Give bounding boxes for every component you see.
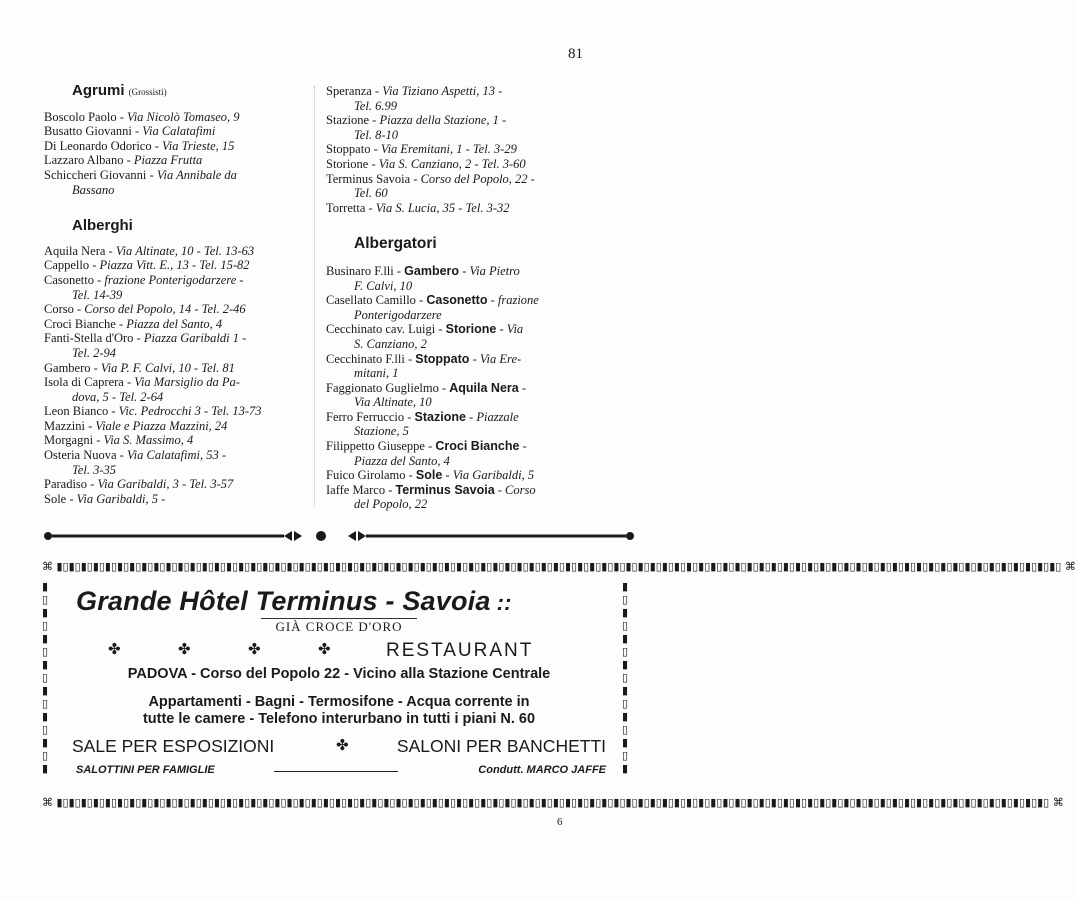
entry-address: Piazza del Santo, 4 (126, 316, 223, 331)
list-item (44, 168, 294, 183)
list-item (326, 322, 594, 337)
entry-continuation: Piazza del Santo, 4 (354, 453, 450, 468)
fleuron-icon: ✤ (318, 640, 331, 658)
list-item (44, 477, 294, 492)
ad-border-bottom: ⌘ ▮▯▮▯▮▯▮▯▮▯▮▯▮▯▮▯▮▯▮▯▮▯▮▯▮▯▮▯▮▯▮▯▮▯▮▯▮▯▮▯▮▯▮▯▮▯▮▯▮▯▮▯▮▯▮▯▮▯▮▯▮▯▮▯▮▯▮▯▮▯▮▯▮▯▮▯▮▯▮▯▮▯▮▯▮▯▮▯▮▯▮▯▮▯▮▯▮▯▮▯▮▯▮▯▮▯▮▯▮▯▮▯▮▯▮▯▮▯▮▯▮▯▮▯▮▯▮▯▮▯▮▯▮▯▮▯▮▯▮▯▮▯▮▯▮▯▮▯▮▯▮▯▮▯▮▯▮▯▮▯▮▯▮▯ ⌘ (42, 796, 1064, 809)
entry-address: Via Calatafimi (142, 124, 216, 139)
entry-address: Via Garibaldi, 3 - Tel. 3-57 (97, 477, 234, 492)
entry-name: Stazione - (326, 113, 380, 128)
entry-hotel: Aquila Nera (449, 380, 519, 395)
entry-name: Casonetto - (44, 272, 105, 287)
entry-address: Via Tiziano Aspetti, 13 - (382, 84, 503, 98)
entry-continuation: Tel. 6.99 (354, 98, 397, 113)
footer-number: 6 (557, 816, 563, 828)
entry-name: Speranza - (326, 84, 383, 98)
list-item (44, 404, 294, 419)
entry-name: Fanti-Stella d'Oro - (44, 331, 144, 346)
list-item (326, 468, 594, 483)
ad-sale-left: SALE PER ESPOSIZIONI (72, 736, 275, 756)
list-item (44, 139, 294, 154)
entry-name: Aquila Nera - (44, 243, 116, 258)
list-item (44, 492, 294, 507)
list-item (44, 331, 294, 346)
ad-title: Grande Hôtel Terminus - Savoia :: (76, 586, 512, 616)
entry-address: - Via Garibaldi, 5 (442, 468, 535, 483)
entry-hotel: Casonetto (426, 293, 488, 308)
entry-name: Leon Bianco - (44, 404, 119, 419)
entry-continuation: Tel. 60 (354, 186, 388, 201)
fleuron-icon: ✤ (248, 640, 261, 658)
entry-address: Corso del Popolo, 14 - Tel. 2-46 (84, 302, 246, 317)
entry-name: Paradiso - (44, 477, 98, 492)
entry-name: Iaffe Marco - (326, 482, 396, 497)
entry-name: Di Leonardo Odorico - (44, 138, 163, 153)
entry-address: frazione Ponterigodarzere - (104, 272, 244, 287)
entry-hotel: Storione (445, 322, 497, 337)
entry-continuation: Tel. 14-39 (72, 287, 123, 302)
entry-continuation: S. Canziano, 2 (354, 336, 427, 351)
entry-name: Businaro F.lli - (326, 263, 405, 278)
entry-address: Viale e Piazza Mazzini, 24 (95, 418, 228, 433)
list-item (44, 448, 294, 463)
entry-name: Faggionato Guglielmo - (326, 380, 450, 395)
list-item (44, 361, 294, 376)
entry-address: Corso del Popolo, 22 - (420, 171, 535, 186)
list-item (44, 375, 294, 390)
list-item (44, 153, 294, 168)
entry-address: Via Nicolò Tomaseo, 9 (126, 109, 240, 124)
entry-name: Croci Bianche - (44, 316, 127, 331)
section-heading-alberghi: Alberghi (72, 217, 133, 235)
list-item (44, 419, 294, 434)
entry-address: - Via Pietro (459, 263, 520, 278)
entry-address: Piazza Frutta (133, 153, 203, 168)
entry-continuation: Bassano (72, 182, 115, 197)
list-item (326, 410, 594, 425)
ad-foot-left: SALOTTINI PER FAMIGLIE (76, 764, 215, 776)
list-item (44, 433, 294, 448)
ad-border-right: ▮ ▯ ▮ ▯ ▮ ▯ ▮ ▯ ▮ ▯ ▮ ▯ ▮ ▯ ▮ (622, 580, 629, 775)
right-column (326, 84, 594, 512)
entry-address: Piazza Vitt. E., 13 - Tel. 15-82 (99, 258, 250, 273)
entry-name: Osteria Nuova - (44, 448, 127, 463)
ad-amenities-line-2: tutte le camere - Telefono interurbano in tutti i piani N. 60 (142, 711, 536, 727)
entry-address: - Via (496, 322, 524, 337)
entry-name: Schiccheri Giovanni - (44, 167, 157, 182)
entry-hotel: Stazione (414, 409, 466, 424)
entry-name: Corso - (44, 302, 85, 317)
list-item (326, 352, 594, 367)
entry-name: Isola di Caprera - (44, 375, 135, 390)
entry-name: Torretta - (326, 200, 376, 215)
fleuron-icon: ✤ (178, 640, 191, 658)
ornamental-rule (42, 528, 636, 544)
entry-continuation: Stazione, 5 (354, 424, 409, 439)
entry-name: Mazzini - (44, 418, 96, 433)
albergatori-list (326, 264, 594, 512)
entry-address: - (519, 439, 527, 454)
entry-name: Storione - (326, 156, 379, 171)
ad-restaurant-row (98, 640, 578, 662)
entry-continuation: mitani, 1 (354, 366, 399, 381)
entry-address: Via Trieste, 15 (162, 138, 235, 153)
entry-continuation: Tel. 2-94 (72, 345, 116, 360)
ad-address-line: PADOVA - Corso del Popolo 22 - Vicino alla Stazione Centrale (127, 666, 551, 682)
entry-hotel: Stoppato (415, 351, 470, 366)
entry-address: - Via Ere- (469, 351, 522, 366)
entry-continuation: Ponterigodarzere (354, 307, 442, 322)
list-item (326, 142, 594, 157)
entry-address: - (518, 380, 527, 395)
entry-name: Terminus Savoia - (326, 171, 421, 186)
list-item (44, 273, 294, 288)
fleuron-icon: ✤ (336, 736, 349, 754)
section-heading-albergatori: Albergatori (354, 235, 437, 253)
entry-name: Ferro Ferruccio - (326, 409, 415, 424)
entry-continuation: del Popolo, 22 (354, 497, 428, 512)
ad-foot-rule (274, 771, 398, 772)
entry-address: Via S. Lucia, 35 - Tel. 3-32 (375, 200, 510, 215)
entry-continuation: Via Altinate, 10 (354, 395, 432, 410)
list-item (326, 264, 594, 279)
hotel-advertisement (42, 556, 1076, 818)
entry-name: Cecchinato F.lli - (326, 351, 416, 366)
entry-name: Lazzaro Albano - (44, 153, 134, 168)
entry-address: Via Garibaldi, 5 - (76, 491, 166, 506)
left-column (44, 84, 294, 506)
entry-name: Filippetto Giuseppe - (326, 439, 436, 454)
list-item (326, 84, 594, 99)
ad-footer-line (76, 764, 606, 780)
entry-address: Via Marsiglio da Pa- (134, 375, 240, 390)
entry-name: Casellato Camillo - (326, 293, 427, 308)
entry-address: - frazione (487, 293, 539, 308)
entry-name: Cecchinato cav. Luigi - (326, 322, 446, 337)
entry-continuation: Tel. 8-10 (354, 127, 398, 142)
entry-hotel: Terminus Savoia (395, 482, 495, 497)
list-item (326, 293, 594, 308)
entry-address: - Piazzale (465, 409, 519, 424)
entry-name: Busatto Giovanni - (44, 124, 143, 139)
entry-address: Vic. Pedrocchi 3 - Tel. 13-73 (118, 404, 262, 419)
entry-address: Via S. Canziano, 2 - Tel. 3-60 (378, 156, 526, 171)
entry-name: Morgagni - (44, 433, 104, 448)
list-item (326, 483, 594, 498)
ad-sale-right: SALONI PER BANCHETTI (396, 736, 606, 756)
list-item (44, 244, 294, 259)
list-item (326, 439, 594, 454)
ad-foot-right: Condutt. MARCO JAFFE (478, 764, 606, 776)
agrumi-list (44, 110, 294, 198)
entry-continuation: Tel. 3-35 (72, 462, 116, 477)
entry-address: Via Altinate, 10 - Tel. 13-63 (115, 243, 255, 258)
entry-address: Piazza Garibaldi 1 - (143, 331, 247, 346)
entry-name: Stoppato - (326, 142, 381, 157)
column-divider (314, 86, 316, 506)
entry-continuation: dova, 5 - Tel. 2-64 (72, 389, 164, 404)
list-item (326, 172, 594, 187)
alberghi-list (44, 244, 294, 507)
list-item (44, 110, 294, 125)
list-item (44, 317, 294, 332)
page-number: 81 (568, 46, 583, 62)
entry-name: Fuico Girolamo - (326, 468, 416, 483)
entry-name: Cappello - (44, 258, 100, 273)
entry-address: Via Annibale da (156, 167, 237, 182)
ad-subtitle: GIÀ CROCE D'ORO (42, 619, 636, 635)
ad-border-top: ⌘ ▮▯▮▯▮▯▮▯▮▯▮▯▮▯▮▯▮▯▮▯▮▯▮▯▮▯▮▯▮▯▮▯▮▯▮▯▮▯▮▯▮▯▮▯▮▯▮▯▮▯▮▯▮▯▮▯▮▯▮▯▮▯▮▯▮▯▮▯▮▯▮▯▮▯▮▯▮▯▮▯▮▯▮▯▮▯▮▯▮▯▮▯▮▯▮▯▮▯▮▯▮▯▮▯▮▯▮▯▮▯▮▯▮▯▮▯▮▯▮▯▮▯▮▯▮▯▮▯▮▯▮▯▮▯▮▯▮▯▮▯▮▯▮▯▮▯▮▯▮▯▮▯▮▯▮▯▮▯▮▯▮▯▮▯▮▯ ⌘ (42, 560, 1076, 573)
entry-continuation: F. Calvi, 10 (354, 278, 413, 293)
fleuron-icon: ✤ (108, 640, 121, 658)
entry-hotel: Gambero (404, 263, 460, 278)
entry-address: - Corso (494, 482, 536, 497)
entry-hotel: Croci Bianche (435, 439, 520, 454)
list-item (326, 381, 594, 396)
list-item (326, 157, 594, 172)
entry-address: Piazza della Stazione, 1 - (379, 113, 507, 128)
list-item (44, 258, 294, 273)
entry-address: Via Calatafimi, 53 - (126, 448, 227, 463)
alberghi-continued-list (326, 84, 594, 215)
ad-restaurant: RESTAURANT (386, 640, 534, 661)
entry-name: Gambero - (44, 360, 101, 375)
list-item (326, 201, 594, 216)
entry-name: Sole - (44, 491, 77, 506)
entry-name: Boscolo Paolo - (44, 109, 127, 124)
list-item (44, 124, 294, 139)
ad-border-left: ▮ ▯ ▮ ▯ ▮ ▯ ▮ ▯ ▮ ▯ ▮ ▯ ▮ ▯ ▮ (42, 580, 49, 775)
entry-address: Via P. F. Calvi, 10 - Tel. 81 (100, 360, 235, 375)
list-item (44, 302, 294, 317)
section-heading-agrumi: Agrumi (Grossisti) (72, 82, 167, 99)
entry-hotel: Sole (415, 468, 443, 483)
list-item (326, 113, 594, 128)
ad-amenities-line-1: Appartamenti - Bagni - Termosifone - Acqua corrente in (148, 694, 530, 710)
entry-address: Via S. Massimo, 4 (103, 433, 194, 448)
entry-address: Via Eremitani, 1 - Tel. 3-29 (380, 142, 517, 157)
ad-halls-line (72, 736, 606, 760)
